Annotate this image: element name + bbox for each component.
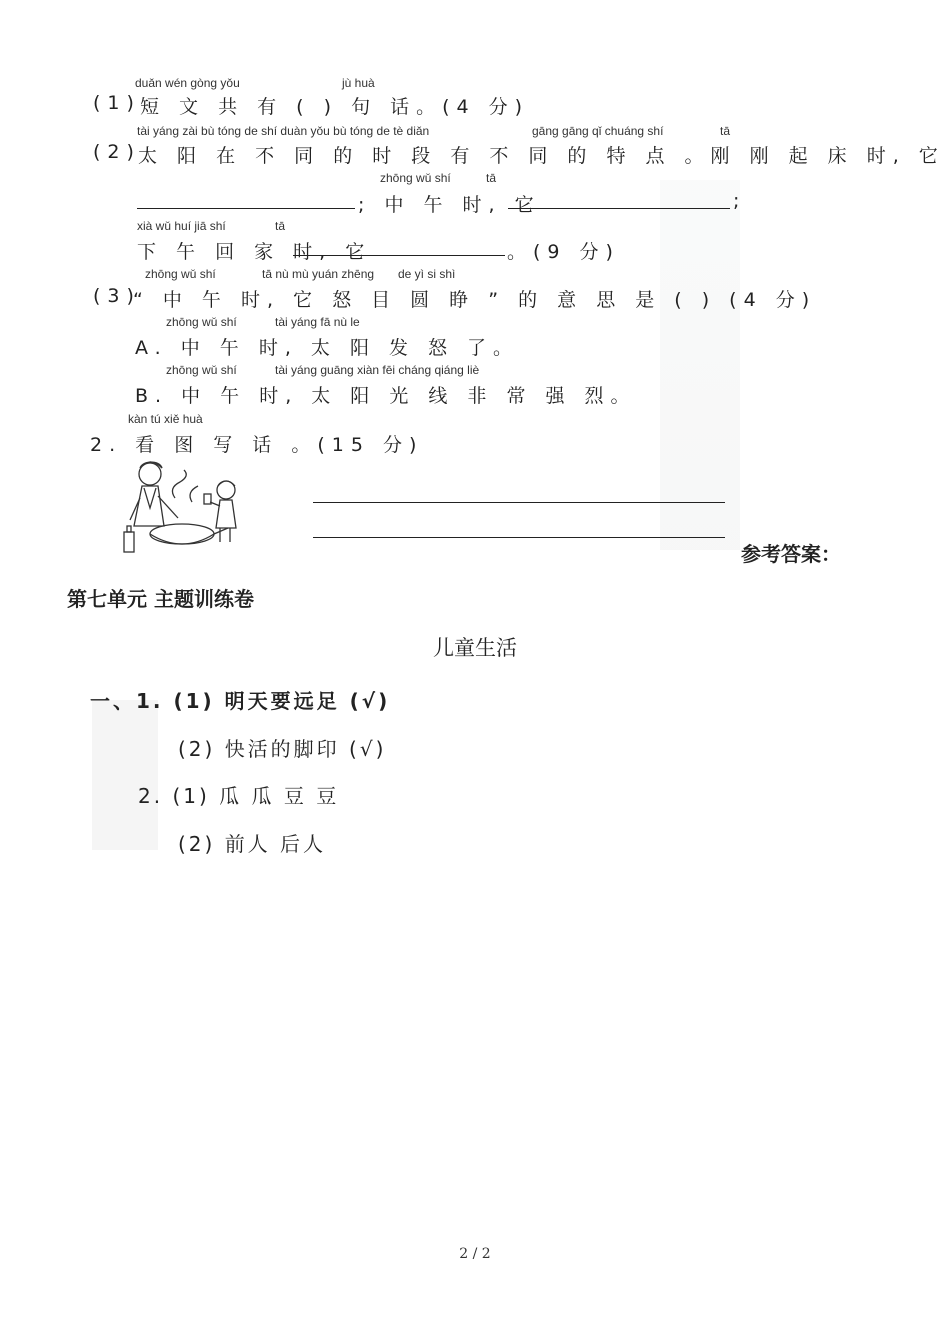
question-text: ; 中 午 时, 它 — [358, 194, 541, 216]
semicolon: ; — [733, 190, 747, 212]
cooking-illustration — [120, 456, 250, 560]
option-a[interactable]: A. 中 午 时, 太 阳 发 怒 了。 — [135, 337, 520, 359]
question-number: (2) — [93, 141, 141, 163]
question-text: 短 文 共 有 ( ) 句 话。(4 分) — [140, 96, 530, 118]
score-label: 。(9 分) — [507, 241, 620, 263]
pinyin: zhōng wǔ shí — [166, 363, 237, 377]
pinyin: duǎn wén gòng yǒu — [135, 76, 240, 90]
writing-line[interactable] — [313, 537, 725, 538]
question-text: “ 中 午 时, 它 怒 目 圆 睁 ” 的 意 思 是 ( ) (4 分) — [133, 289, 817, 311]
option-b[interactable]: B. 中 午 时, 太 阳 光 线 非 常 强 烈。 — [135, 385, 637, 407]
pinyin: jù huà — [342, 76, 375, 90]
pinyin: tài yáng guāng xiàn fēi cháng qiáng liè — [275, 363, 480, 377]
pinyin: tā — [720, 124, 731, 138]
pinyin: tài yáng zài bù tóng de shí duàn yǒu bù tóng de tè diǎn — [137, 124, 430, 138]
answer-blank[interactable] — [293, 255, 505, 256]
answer-line-3: 2. (1) 瓜 瓜 豆 豆 — [138, 784, 340, 808]
unit-title: 第七单元 主题训练卷 — [67, 587, 254, 611]
writing-line[interactable] — [313, 502, 725, 503]
question-number: (1) — [93, 92, 141, 114]
answer-blank[interactable] — [508, 208, 730, 209]
pinyin: xià wǔ huí jiā shí — [137, 219, 226, 233]
pinyin: gāng gāng qǐ chuáng shí — [532, 124, 664, 138]
question-text: 2. 看 图 写 话 。(15 分) — [90, 434, 424, 456]
pinyin: kàn tú xiě huà — [128, 412, 203, 426]
answer-line-1: 一、1. (1) 明天要远足 (√) — [90, 689, 391, 713]
answer-blank[interactable] — [137, 208, 355, 209]
pinyin: tā — [486, 171, 497, 185]
pinyin: zhōng wǔ shí — [166, 315, 237, 329]
answer-line-2: (2) 快活的脚印 (√) — [178, 737, 387, 761]
watermark-left — [92, 700, 158, 850]
answer-line-4: (2) 前人 后人 — [178, 832, 327, 856]
pinyin: tài yáng fā nù le — [275, 315, 360, 329]
question-number: (3) — [93, 285, 141, 307]
subtitle: 儿童生活 — [433, 636, 517, 660]
watermark-right — [660, 180, 740, 550]
pinyin: zhōng wǔ shí — [380, 171, 451, 185]
pinyin: zhōng wǔ shí — [145, 267, 216, 281]
pinyin: tā — [275, 219, 286, 233]
question-text: 下 午 回 家 时, 它 — [137, 241, 372, 263]
pinyin: tā nù mù yuán zhēng — [262, 267, 375, 281]
pinyin: de yì si shì — [398, 267, 456, 281]
page-number: 2 / 2 — [459, 1246, 491, 1262]
answers-header: 参考答案： — [741, 542, 841, 566]
question-text: 太 阳 在 不 同 的 时 段 有 不 同 的 特 点 。刚 刚 起 床 时, 它 — [138, 145, 945, 167]
